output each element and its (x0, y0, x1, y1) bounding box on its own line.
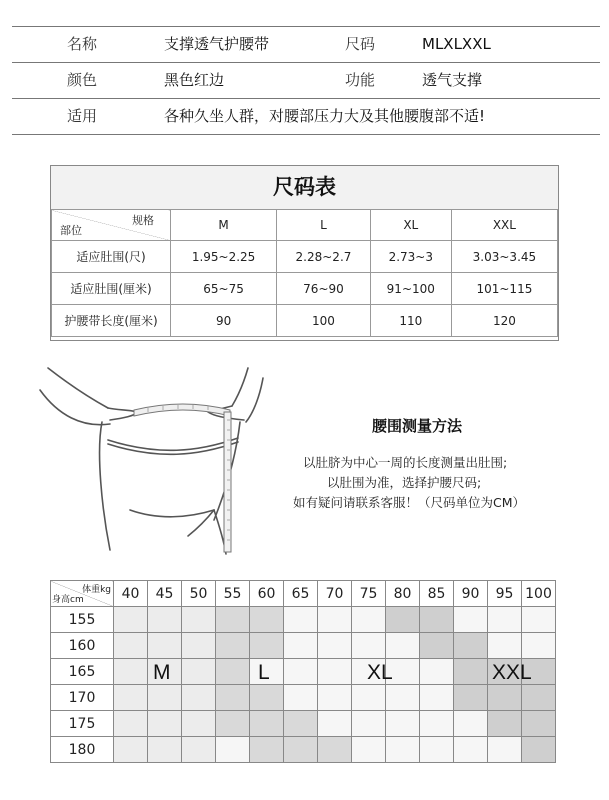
grid-cell (420, 633, 454, 659)
grid-cell (420, 685, 454, 711)
grid-cell (182, 633, 216, 659)
info-row-name (12, 26, 600, 63)
grid-cell (522, 737, 556, 763)
grid-cell (148, 607, 182, 633)
grid-cell (284, 607, 318, 633)
grid-cell (318, 633, 352, 659)
grid-cell (522, 607, 556, 633)
table-cell: 101~115 (451, 273, 557, 305)
grid-cell (114, 737, 148, 763)
height-header: 165 (51, 659, 114, 685)
size-header-m: M (171, 210, 277, 241)
grid-cell (114, 659, 148, 685)
weight-header: 85 (420, 581, 454, 607)
label-suitable: 适用 (67, 107, 98, 125)
table-cell: 120 (451, 305, 557, 337)
grid-cell (284, 659, 318, 685)
grid-cell (250, 633, 284, 659)
size-chart-corner (52, 210, 171, 241)
value-size: MLXLXXL (422, 35, 491, 53)
weight-height-corner (51, 581, 114, 607)
label-name: 名称 (67, 35, 98, 53)
grid-cell (114, 711, 148, 737)
weight-header: 45 (148, 581, 182, 607)
info-row-suitable (12, 99, 600, 135)
weight-height-grid (50, 580, 556, 763)
grid-cell (454, 607, 488, 633)
grid-cell (182, 711, 216, 737)
height-row (51, 607, 556, 633)
table-cell: 2.73~3 (370, 241, 451, 273)
grid-cell (454, 711, 488, 737)
height-row (51, 711, 556, 737)
height-header: 160 (51, 633, 114, 659)
grid-cell (522, 633, 556, 659)
grid-cell (386, 633, 420, 659)
label-color: 颜色 (67, 71, 98, 89)
grid-cell (216, 737, 250, 763)
grid-cell (318, 685, 352, 711)
grid-cell (454, 685, 488, 711)
grid-cell (182, 659, 216, 685)
grid-cell (420, 659, 454, 685)
grid-cell (216, 659, 250, 685)
row-label-belt-length: 护腰带长度(厘米) (52, 305, 171, 337)
grid-cell (420, 711, 454, 737)
weight-header: 75 (352, 581, 386, 607)
size-header-xxl: XXL (451, 210, 557, 241)
weight-header: 65 (284, 581, 318, 607)
grid-cell (318, 659, 352, 685)
zone-label-m: M (153, 661, 171, 684)
weight-header: 50 (182, 581, 216, 607)
grid-cell (454, 737, 488, 763)
table-cell: 110 (370, 305, 451, 337)
value-name: 支撑透气护腰带 (164, 35, 270, 53)
value-color: 黑色红边 (164, 71, 225, 89)
grid-cell (182, 737, 216, 763)
grid-cell (216, 607, 250, 633)
grid-cell (488, 607, 522, 633)
grid-cell (216, 685, 250, 711)
weight-header: 100 (522, 581, 556, 607)
zone-label-xl: XL (367, 661, 393, 684)
grid-cell (148, 633, 182, 659)
row-label-waist-chi: 适应肚围(尺) (52, 241, 171, 273)
table-cell: 2.28~2.7 (277, 241, 371, 273)
height-row (51, 737, 556, 763)
corner-part-label: 部位 (60, 224, 82, 237)
size-chart (50, 165, 559, 341)
measurement-title: 腰围测量方法 (372, 417, 463, 435)
grid-cell (352, 685, 386, 711)
grid-cell (318, 711, 352, 737)
grid-cell (386, 607, 420, 633)
zone-label-xxl: XXL (492, 661, 532, 684)
zone-label-l: L (258, 661, 270, 684)
table-cell: 100 (277, 305, 371, 337)
label-size: 尺码 (345, 35, 376, 53)
grid-cell (522, 711, 556, 737)
height-row (51, 633, 556, 659)
grid-cell (182, 607, 216, 633)
table-cell: 76~90 (277, 273, 371, 305)
product-info-table (12, 26, 600, 135)
weight-header: 90 (454, 581, 488, 607)
size-chart-title: 尺码表 (51, 166, 558, 210)
grid-cell (454, 633, 488, 659)
grid-cell (284, 633, 318, 659)
grid-cell (114, 685, 148, 711)
grid-cell (216, 711, 250, 737)
grid-cell (488, 711, 522, 737)
size-header-l: L (277, 210, 371, 241)
grid-cell (488, 633, 522, 659)
weight-axis-label: 体重kg (82, 585, 111, 595)
grid-cell (114, 633, 148, 659)
grid-cell (454, 659, 488, 685)
weight-header: 40 (114, 581, 148, 607)
height-header: 155 (51, 607, 114, 633)
grid-cell (386, 737, 420, 763)
grid-cell (420, 607, 454, 633)
grid-cell (284, 711, 318, 737)
table-cell: 90 (171, 305, 277, 337)
grid-cell (352, 711, 386, 737)
grid-cell (148, 685, 182, 711)
grid-cell (148, 711, 182, 737)
grid-cell (488, 737, 522, 763)
value-function: 透气支撑 (422, 71, 483, 89)
value-suitable: 各种久坐人群，对腰部压力大及其他腰腹部不适! (164, 107, 486, 125)
grid-cell (284, 685, 318, 711)
grid-cell (488, 685, 522, 711)
weight-header: 70 (318, 581, 352, 607)
table-cell: 3.03~3.45 (451, 241, 557, 273)
grid-cell (352, 633, 386, 659)
grid-cell (318, 737, 352, 763)
grid-cell (182, 685, 216, 711)
grid-cell (420, 737, 454, 763)
corner-spec-label: 规格 (132, 214, 154, 227)
measuring-tape-icon (134, 404, 231, 552)
grid-cell (284, 737, 318, 763)
label-function: 功能 (345, 71, 376, 89)
height-header: 170 (51, 685, 114, 711)
weight-header: 80 (386, 581, 420, 607)
measurement-line-1: 以肚脐为中心一周的长度测量出肚围; (303, 455, 508, 470)
size-chart-grid (51, 209, 558, 337)
grid-cell (250, 685, 284, 711)
weight-header: 60 (250, 581, 284, 607)
grid-cell (250, 711, 284, 737)
weight-header: 55 (216, 581, 250, 607)
info-row-color (12, 63, 600, 99)
height-row (51, 685, 556, 711)
size-header-xl: XL (370, 210, 451, 241)
grid-cell (352, 737, 386, 763)
height-header: 175 (51, 711, 114, 737)
table-cell: 1.95~2.25 (171, 241, 277, 273)
grid-cell (114, 607, 148, 633)
height-axis-label: 身高cm (52, 595, 84, 605)
row-label-waist-cm: 适应肚围(厘米) (52, 273, 171, 305)
waist-measure-illustration (38, 360, 278, 555)
left-arm-outline (48, 368, 108, 408)
grid-cell (250, 607, 284, 633)
grid-cell (386, 685, 420, 711)
grid-cell (352, 607, 386, 633)
height-row (51, 659, 556, 685)
measurement-line-3: 如有疑问请联系客服！（尺码单位为CM） (293, 495, 526, 510)
grid-cell (318, 607, 352, 633)
grid-cell (386, 711, 420, 737)
measurement-line-2: 以肚围为准，选择护腰尺码; (327, 475, 482, 490)
grid-cell (216, 633, 250, 659)
table-cell: 91~100 (370, 273, 451, 305)
grid-cell (148, 737, 182, 763)
weight-header: 95 (488, 581, 522, 607)
height-header: 180 (51, 737, 114, 763)
grid-cell (522, 685, 556, 711)
table-cell: 65~75 (171, 273, 277, 305)
grid-cell (250, 737, 284, 763)
